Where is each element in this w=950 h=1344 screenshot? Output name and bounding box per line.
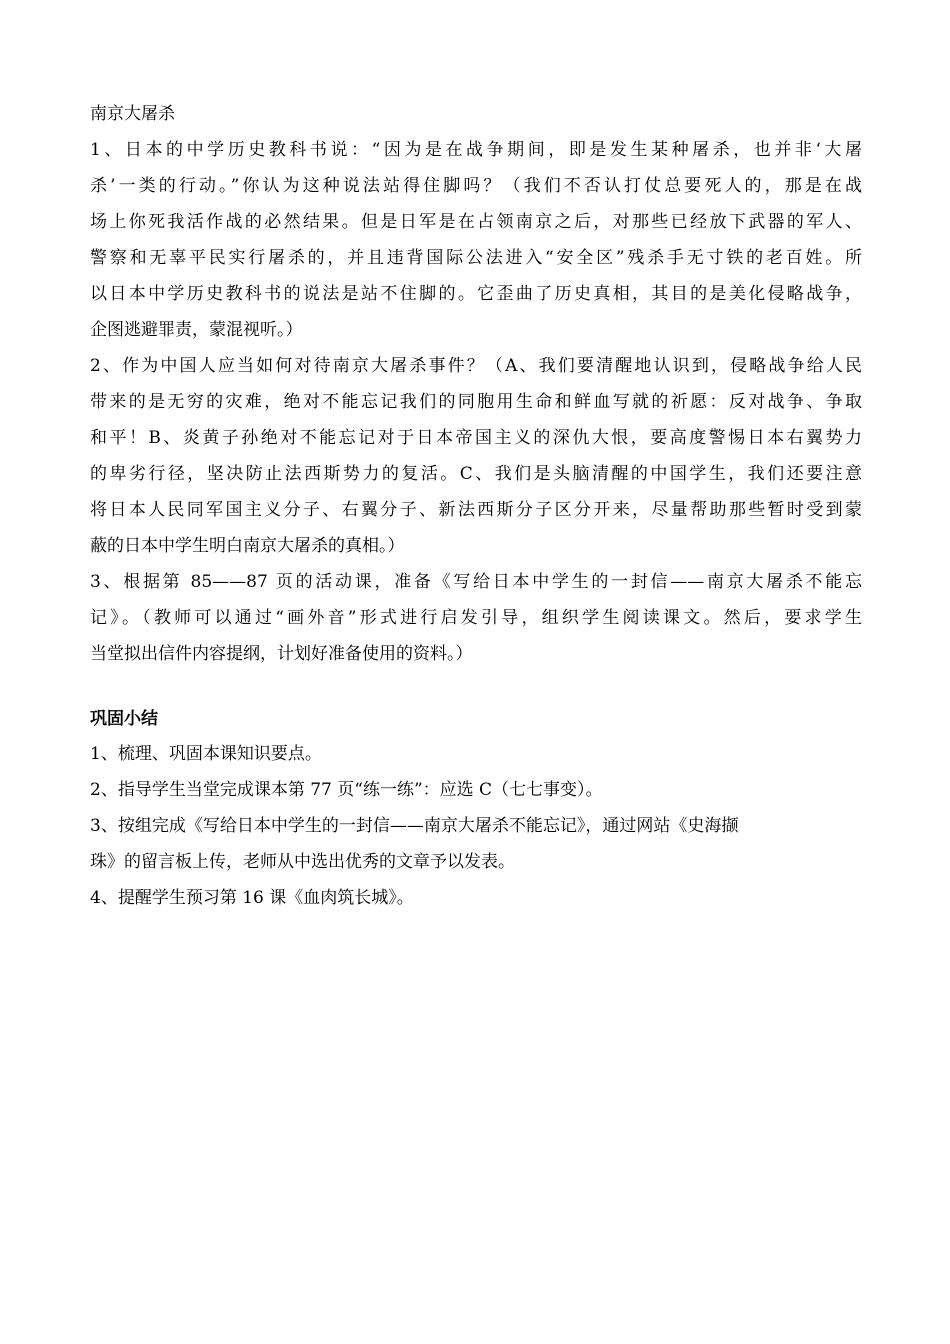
paragraph-line: 将日本人民同军国主义分子、右翼分子、新法西斯分子区分开来，尽量帮助那些暂时受到蒙	[90, 500, 862, 520]
paragraph-line: 蔽的日本中学生明白南京大屠杀的真相。）	[90, 536, 405, 556]
paragraph-line: 场上你死我活作战的必然结果。但是日军是在占领南京之后，对那些已经放下武器的军人、	[90, 212, 862, 232]
paragraph-line: 的卑劣行径，坚决防止法西斯势力的复活。C、我们是头脑清醒的中国学生，我们还要注意	[90, 464, 862, 484]
document-title: 南京大屠杀	[90, 104, 175, 124]
summary-item: 3、按组完成《写给日本中学生的一封信——南京大屠杀不能忘记》，通过网站《史海撷	[90, 816, 739, 836]
paragraph-line: 当堂拟出信件内容提纲，计划好准备使用的资料。）	[90, 644, 473, 664]
summary-item: 珠》的留言板上传，老师从中选出优秀的文章予以发表。	[90, 852, 515, 872]
paragraph-line: 以日本中学历史教科书的说法是站不住脚的。它歪曲了历史真相，其目的是美化侵略战争，	[90, 284, 862, 304]
summary-heading: 巩固小结	[90, 709, 158, 729]
lesson-questions-section	[90, 132, 862, 672]
paragraph-line: 警察和无辜平民实行屠杀的，并且违背国际公法进入“安全区”残杀手无寸铁的老百姓。所	[90, 248, 862, 268]
paragraph-line: 记》。（教师可以通过“画外音”形式进行启发引导，组织学生阅读课文。然后，要求学生	[90, 608, 862, 628]
paragraph-line: 3、根据第 85——87 页的活动课，准备《写给日本中学生的一封信——南京大屠杀不能忘	[90, 572, 862, 592]
summary-item: 1、梳理、巩固本课知识要点。	[90, 744, 322, 764]
summary-section	[90, 702, 862, 916]
paragraph-line: 带来的是无穷的灾难，绝对不能忘记我们的同胞用生命和鲜血写就的祈愿：反对战争、争取	[90, 392, 862, 412]
paragraph-line: 1、日本的中学历史教科书说：“因为是在战争期间，即是发生某种屠杀，也并非‘大屠	[90, 140, 862, 160]
summary-item: 2、指导学生当堂完成课本第 77 页“练一练”：应选 C（七七事变）。	[90, 780, 603, 800]
paragraph-line: 杀’一类的行动。”你认为这种说法站得住脚吗？（我们不否认打仗总要死人的，那是在战	[90, 176, 862, 196]
document-page	[90, 96, 862, 916]
paragraph-line: 2、作为中国人应当如何对待南京大屠杀事件？（A、我们要清醒地认识到，侵略战争给人民	[90, 356, 862, 376]
summary-item: 4、提醒学生预习第 16 课《血肉筑长城》。	[90, 888, 414, 908]
paragraph-line: 和平！B、炎黄子孙绝对不能忘记对于日本帝国主义的深仇大恨，要高度警惕日本右翼势力	[90, 428, 862, 448]
section-spacer	[90, 672, 862, 702]
paragraph-line: 企图逃避罪责，蒙混视听。）	[90, 320, 303, 340]
